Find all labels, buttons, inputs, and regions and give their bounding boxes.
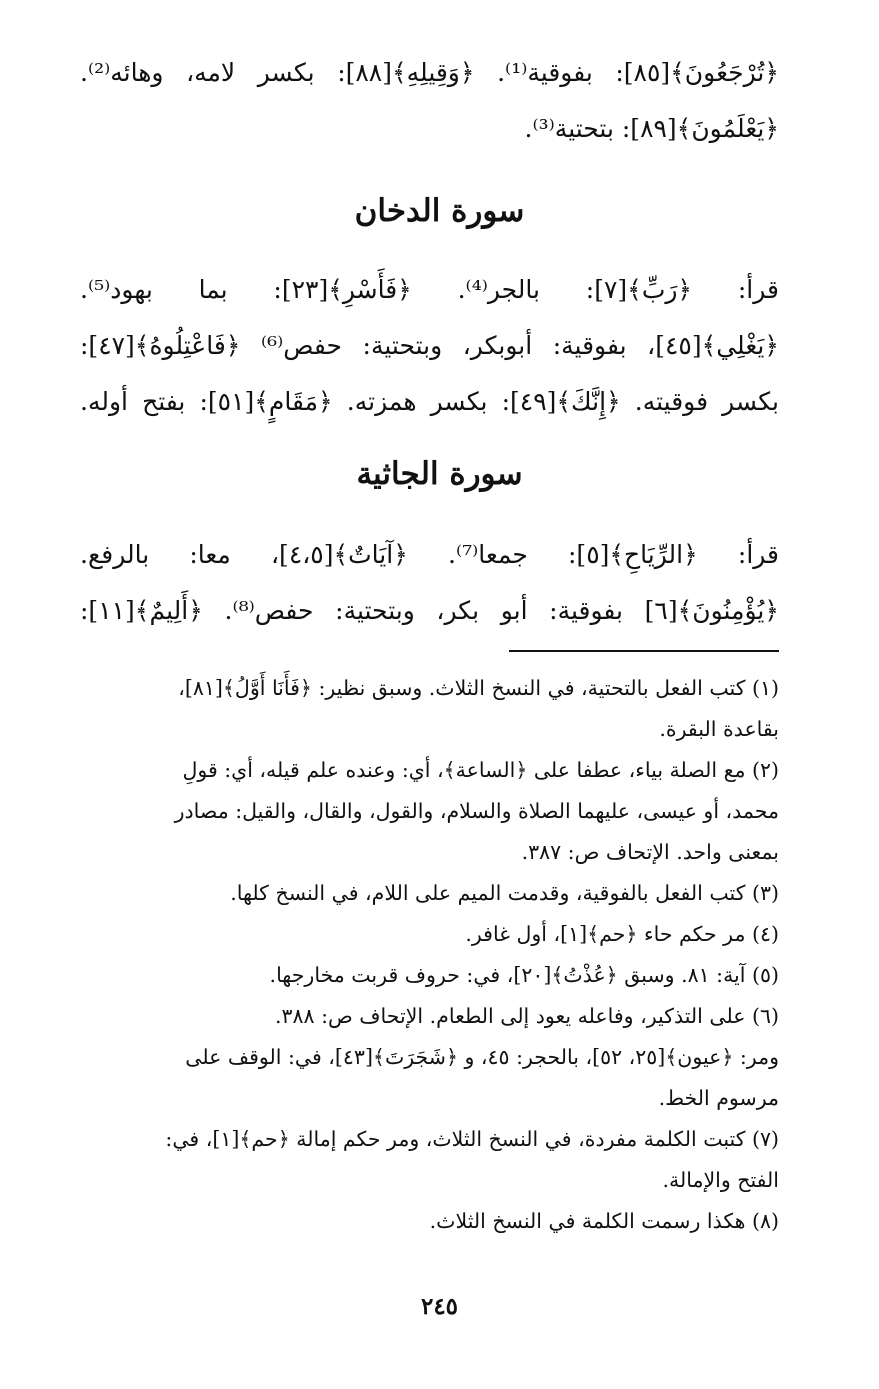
- surah-heading-dukhan: سورة الدخان: [354, 193, 525, 229]
- text-line: ﴿يَعْلَمُونَ﴾[٨٩]: بتحتية⁽³⁾.: [524, 114, 779, 143]
- text-line: ﴿يَغْلِي﴾[٤٥]، بفوقية: أبوبكر، وبتحتية: حفص⁽⁶⁾ ﴿فَاعْتِلُوهُ﴾[٤٧]:: [80, 331, 779, 360]
- text-line: ﴿تُرْجَعُونَ﴾[٨٥]: بفوقية⁽¹⁾. ﴿وَقِيلِهِ﴾[٨٨]: بكسر لامه، وهائه⁽²⁾.: [80, 58, 779, 87]
- footnote-line: (٧) كتبت الكلمة مفردة، في النسخ الثلاث، ومر حكم إمالة ﴿حم﴾[١]، في:: [165, 1127, 779, 1151]
- footnote-line: مرسوم الخط.: [658, 1086, 779, 1110]
- text-line: قرأ: ﴿رَبِّ﴾[٧]: بالجر⁽⁴⁾. ﴿فَأَسْرِ﴾[٢٣]: بما بهود⁽⁵⁾.: [80, 275, 779, 304]
- footnote-line: (٣) كتب الفعل بالفوقية، وقدمت الميم على اللام، في النسخ كلها.: [230, 881, 779, 905]
- footnote-divider: [509, 650, 779, 652]
- footnotes: [80, 668, 779, 1242]
- footnote-line: (٨) هكذا رسمت الكلمة في النسخ الثلاث.: [429, 1209, 779, 1233]
- dukhan-section: [80, 262, 779, 430]
- footnote-line: ومر: ﴿عيون﴾[٢٥، ٥٢]، بالحجر: ٤٥، و ﴿شَجَرَتَ﴾[٤٣]، في: الوقف على: [185, 1045, 779, 1069]
- jathiya-section: [80, 527, 779, 639]
- footnote-line: بمعنى واحد. الإتحاف ص: ٣٨٧.: [521, 840, 779, 864]
- surah-heading-jathiya: سورة الجاثية: [356, 456, 523, 492]
- footnote-line: (٦) على التذكير، وفاعله يعود إلى الطعام. الإتحاف ص: ٣٨٨.: [274, 1004, 779, 1028]
- text-line: قرأ: ﴿الرِّيَاحِ﴾[٥]: جمعا⁽⁷⁾. ﴿آيَاتٌ﴾[٤،٥]، معا: بالرفع.: [80, 540, 780, 569]
- footnote-line: (١) كتب الفعل بالتحتية، في النسخ الثلاث. وسبق نظير: ﴿فَأَنَا أَوَّلُ﴾[٨١]،: [178, 676, 779, 700]
- footnote-line: (٥) آية: ٨١. وسبق ﴿عُذْتُ﴾[٢٠]، في: حروف قربت مخارجها.: [269, 963, 779, 987]
- footnote-line: بقاعدة البقرة.: [659, 717, 779, 741]
- top-section: [80, 45, 779, 157]
- footnote-line: الفتح والإمالة.: [662, 1168, 779, 1192]
- footnote-line: محمد، أو عيسى، عليهما الصلاة والسلام، والقول، والقال، والقيل: مصادر: [174, 799, 779, 823]
- text-line: ﴿يُؤْمِنُونَ﴾[٦] بفوقية: أبو بكر، وبتحتية: حفص⁽⁸⁾. ﴿أَلِيمٌ﴾[١١]:: [80, 596, 779, 625]
- footnote-line: (٤) مر حكم حاء ﴿حم﴾[١]، أول غافر.: [465, 922, 779, 946]
- text-line: بكسر فوقيته. ﴿إِنَّكَ﴾[٤٩]: بكسر همزته. ﴿مَقَامٍ﴾[٥١]: بفتح أوله.: [80, 387, 779, 416]
- footnote-line: (٢) مع الصلة بياء، عطفا على ﴿الساعة﴾، أي: وعنده علم قيله، أي: قولِ: [182, 758, 779, 782]
- page-number: ٢٤٥: [420, 1293, 459, 1320]
